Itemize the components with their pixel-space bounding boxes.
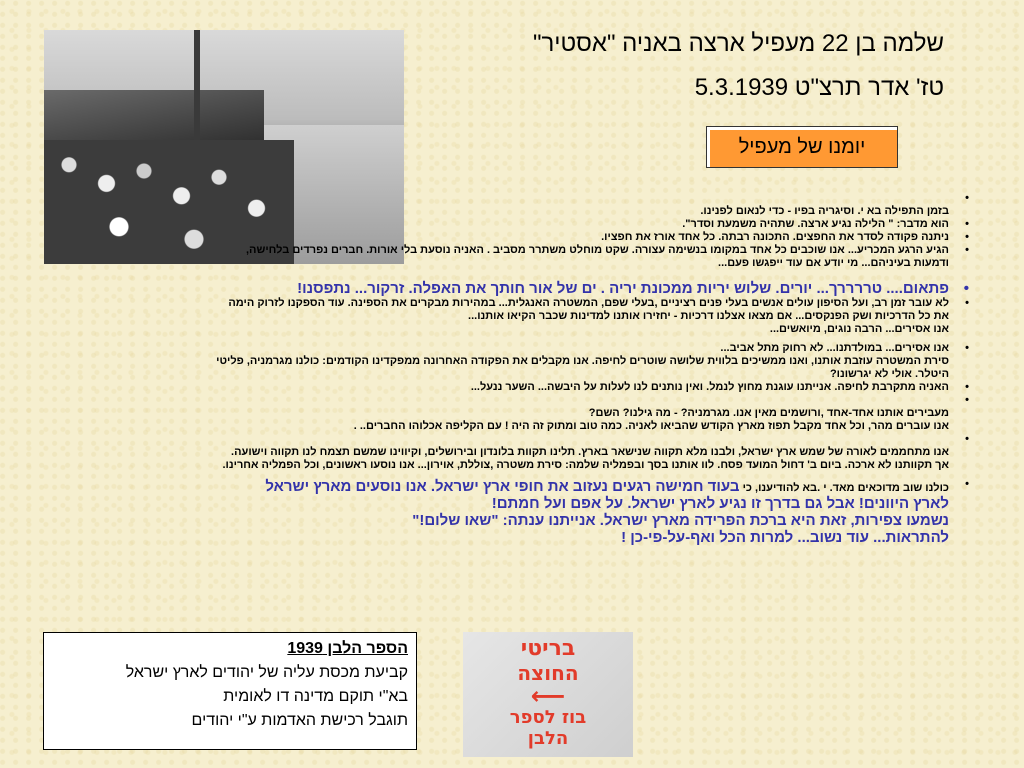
bullet-icon: • [965,394,969,406]
page-date: טז' אדר תרצ"ט 5.3.1939 [694,74,944,101]
sign-line: בוז לספר [509,707,587,728]
list-item: • האניה מתקרבת לחיפה. אנייתנו עוגנת מחוץ לנמל. ואין נותנים לנו לעלות על היבשה... השער ננעל... [470,381,969,393]
list-item: • ניתנה פקודה לסדר את החפצים. התכונה רבתה. כל אחד אורז את חפציו. [601,231,969,243]
bullet-icon: • [965,478,969,490]
white-book-line: בא"י תוקם מדינה דו לאומית [223,688,408,705]
list-item: • אנו אסירים... במולדתנו... לא רחוק מתל אביב... סירת המשטרה עוזבת אותנו, ואנו ממשיכים בלווית שלושה שוטרים לחיפה. אנו מקבלים את הפקודה האחרונה ממפקדינו הקודמים: כולנו מגרמניה, פליטי היטלר. אולי לא יגרשונו? [216,342,969,380]
list-item: • בזמן התפילה בא י. וסיגריה בפיו - כדי לנאום לפנינו. [700,192,969,217]
bullet-icon: • [965,231,969,243]
bullet-icon: • [965,381,969,393]
sign-line: בריטי [520,636,576,661]
page-title: שלמה בן 22 מעפיל ארצה באניה "אסטיר" [532,30,944,57]
list-item: • הגיע הרגע המכריע... אנו שוכבים כל אחד במקומו בנשימה עצורה. שקט מוחלט משתרר מסביב . האניה נוסעת בלי אורות. חברים נפרדים בלחישה, ודמעות בעיניהם... מי יודע אם עוד ייפגשו פעם... [246,244,969,269]
list-item: • אנו מתחממים לאורה של שמש ארץ ישראל, ולבנו מלא תקווה שנישאר בארץ. תלינו תקוות בלונדון ובירושלים, וקיווינו שמשם תצמח לנו תקווה וישועה. אך תקוותנו לא ארכה. ביום ב' דחול המועד פסח. לוו אותנו בסך ובפמליה שלמה: סירת משטרה ,צוללת, אוירון... אנו נוסעו ראשונים, וכל הפמליה אחרינו. [222,433,969,471]
final-lead-blue: בעוד חמישה רגעים נעזוב את חופי ארץ ישראל. אנו נוסעים מארץ ישראל [265,478,740,495]
list-item: • הוא מדבר: " הלילה נגיע ארצה. שתהיה משמעת וסדר". [682,218,969,230]
white-book-title: הספר הלבן 1939 [287,640,408,657]
list-item-final: • כולנו שוב מדוכאים מאד. י .בא להודיענו, כי בעוד חמישה רגעים נעזוב את חופי ארץ ישראל. אנו נוסעים מארץ ישראל לארץ היוונים! אבל גם בדרך זו נגיע לארץ ישראל. על אפם ועל חמתם! נשמעו צפירות, זאת היא ברכת הפרידה מארץ ישראל. אנייתנו ענתה: "שאו שלום!" להתראות... עוד נשוב... למרות הכל ואף-על-פי-כן ! [265,478,969,546]
list-item: • לא עובר זמן רב, ועל הסיפון עולים אנשים בעלי פנים רציניים ,בעלי שפם, המשטרה האנגלית... במהירות מבקרים את הספינה. עוד הספקנו לזרוק הימה את כל הדרכיות ושק הפנקסים... אם מצאו אצלנו דרכיות - יחזירו אותנו למדינות שכבר הקיאו אותנו... אנו אסירים... הרבה נוגים, מיואשים... [228,297,969,335]
bullet-icon: • [965,297,969,309]
diary-label: יומנו של מעפיל [738,135,866,158]
sign-line: הלבן [527,728,569,749]
final-lead: כולנו שוב מדוכאים מאד. י .בא להודיענו, כי [742,482,949,494]
sign-line: החוצה [517,661,579,685]
diary-content [59,192,969,546]
bullet-icon: • [965,342,969,354]
bullet-icon: • [965,433,969,445]
white-book-line: קביעת מכסת עליה של יהודים לארץ ישראל [125,664,408,681]
list-item-exclaim: • פתאום.... טררררך... יורים. שלוש יריות ממכונת יריה . ים של אור חותך את האפלה. זרקור... נתפסנו! [297,280,969,297]
white-book-box [43,632,417,750]
arrow-left-icon: ⟵ [530,682,566,710]
bullet-icon: • [965,192,969,204]
bullet-icon: • [963,280,969,297]
protest-sign-photo [463,632,633,757]
bullet-icon: • [965,244,969,256]
bullet-icon: • [965,218,969,230]
list-item: • מעבירים אותנו אחד-אחד ,ורושמים מאין אנו. מגרמניה? - מה גילנו? השם? אנו עוברים מהר, וכל אחד מקבל תפוז מארץ הקודש שהביאו לאניה. כמה טוב ומתוק זה היה ! עם הקליפה אכלוהו החברים.. . [353,394,969,432]
white-book-line: תוגבל רכישת האדמות ע"י יהודים [191,712,408,729]
diary-label-box [706,126,898,168]
